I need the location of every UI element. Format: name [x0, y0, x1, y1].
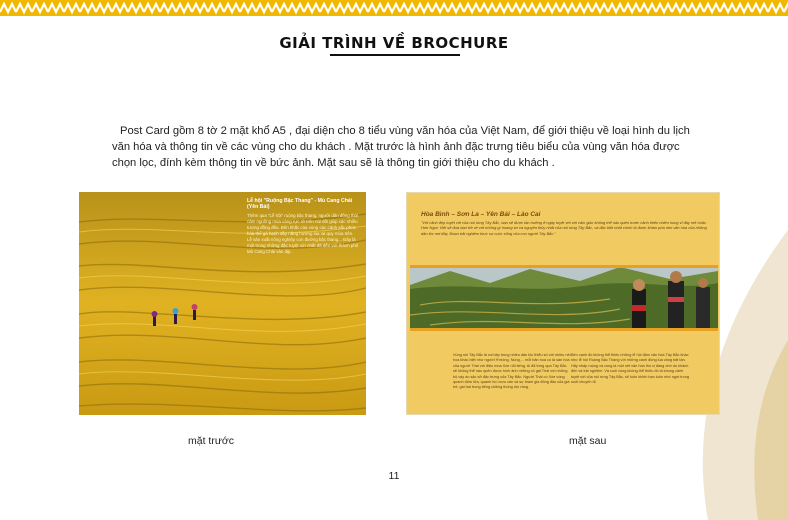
back-intro: "Với cảnh đẹp tuyệt vời của núi rừng Tây Bắc, bạn sẽ được tận hưởng ở ngày tuyệt vời với cảm giác không thể nào quên trước cảnh thiên nhiên hùng vĩ đầy mê hoặc. Hơn Ngọc Việt sẽ đưa bạn trở về với những gì hoang sơ và nguyên thủy nhất của núi rừng Tây Bắc, và đặc biệt nhất chính là được khám phá nền văn hóa của những dân tộc nơi đây. Đoạn trải nghiệm thực sự cuộc sống của con người Tây Bắc." — [421, 220, 707, 236]
back-heading: Hòa Bình – Sơn La – Yên Bái – Lào Cai — [421, 211, 541, 218]
page-title: GIẢI TRÌNH VỀ BROCHURE — [279, 34, 509, 52]
front-heading: Lễ hội "Ruộng Bậc Thang" - Mù Cang Chải (Yên Bái) — [247, 198, 353, 210]
front-caption-box — [247, 198, 359, 255]
postcard-back — [406, 192, 720, 415]
postcard-front — [79, 192, 366, 415]
caption-back: mặt sau — [569, 435, 607, 447]
mountain-terraces-photo — [410, 265, 718, 331]
back-column-right: Bên cạnh đó không thể thiếu những lễ hội đậm văn hóa Tây Bắc khác như lễ hội Ruộng Bậc Thang với những cánh đồng lúa vàng bất tận. Hãy nhấp ruộng và cùng là một nét văn hóa thú vị đang chờ du khách đến và trải nghiệm. Và cuối cùng không thể thiếu đó là khung cảnh tuyệt vời của núi rừng Tây Bắc, sẽ luôn khiến bạn luôn nhớ ngợi trong suốt chuyến đi. — [571, 353, 690, 385]
decorative-top-border — [0, 0, 788, 16]
front-body: Thêm qua "Lễ hội" ruộng bậc thang, người dân đồng thời cảm nguồng mùa vàng rực rỡ trên núi đồi giúp các nhiều tượng đồng đều. Bên khắc của vùng các cảnh sắc phức hóa thể gà hạnh đầy năng hướng lúa và quy mùa trên. Lễ sản xuất nông nghiệp con đường bậc thang... Đây là một trong những đặc tuyệt vời nhất đã đến với thành phố Mù Cang Chải vào dịp. — [247, 213, 359, 254]
title-underline — [330, 54, 460, 56]
page-number: 11 — [388, 470, 400, 482]
back-column-left: Vùng núi Tây Bắc là nơi tập trung nhiều dân tộc thiểu số với nhiều nét hoa khác biệt như người H'mông, Nùng,... mỗi bản hoa có là sản hóa của người Thái với điệu múa Xòe nổi tiếng. Ai đã từng qua Tây Bắc sẽ không thể nào quên được hình ảnh những cô gái Thái với những bộ váy áo sặc sỡ đặc trưng của Tây Bắc. Người Thái có Xòe vòng quanh đốm lửa, quanh hồ rượu cần và sự tham gia đông đảo của già trẻ, gái trai trong tiếng chiêng thống rộn ràng. — [453, 353, 571, 390]
caption-front: mặt trước — [188, 435, 234, 447]
intro-paragraph: Post Card gồm 8 tờ 2 mặt khổ A5 , đại diện cho 8 tiểu vùng văn hóa của Việt Nam, để giới thiệu về loại hình du lịch văn hóa và thông tin về các vùng cho du khách . Mặt trước là hình ảnh đặc trưng tiêu biểu của vùng văn hóa được chọn lọc, đính kèm thông tin về bức ảnh. Mặt sau sẽ là thông tin giới thiệu cho du khách . — [112, 125, 690, 169]
